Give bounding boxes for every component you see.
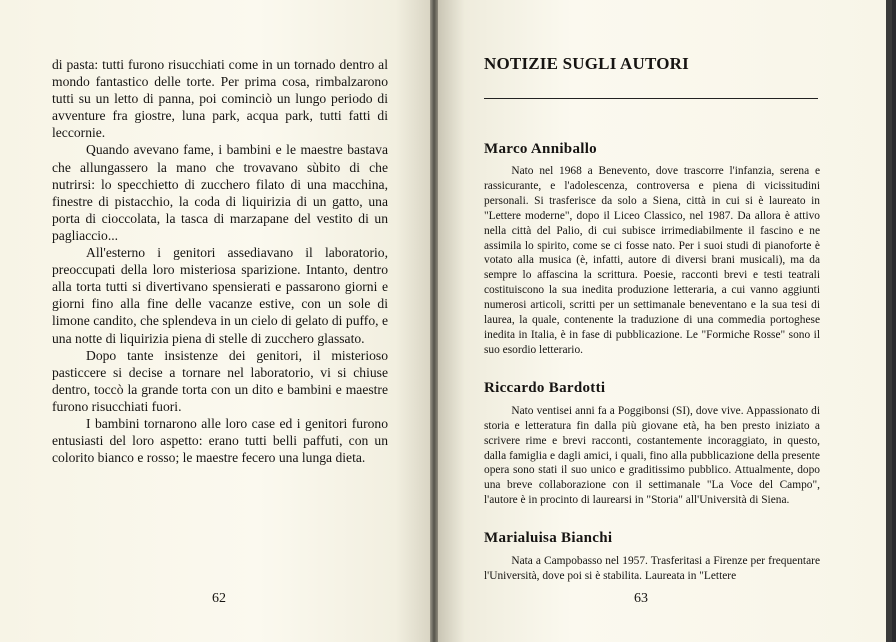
author-bio: Nato nel 1968 a Benevento, dove trascorre l'infanzia, serena e rassicurante, e l'adolescenza, controversa e piena di vicissitudini personali. Si trasferisce da solo a Siena, città in cui si è laureato in "Lettere moderne", dopo il Liceo Classico, nel 1987. Da allora è attivo nella città del Palio, di cui subisce irrimediabilmente il fascino e ne assimila lo spirito, come se ci fosse nato. Per i suoi studi di pianoforte è votato alla musica (è, infatti, autore di diversi brani musicali), ma da sempre lo affascina la scrittura. Poesie, racconti brevi e testi teatrali costituiscono la sua inedita produzione letteraria, a cui vanno aggiunti numerosi articoli, scritti per un settimanale beneventano e la sua tesi di laurea, la quale, contenente la traduzione di una commedia portoghese inedita in Italia, è in fase di pubblicazione. Le "Formiche Rosse" sono il suo esordio letterario. [484, 165, 820, 356]
book-gutter [430, 0, 438, 642]
right-page [438, 0, 892, 642]
author-name: Marialuisa Bianchi [484, 530, 613, 547]
story-paragraph-2: Quando avevano fame, i bambini e le maestre bastava che allungassero la mano che trovavano sùbito di che nutrirsi: lo specchietto di zucchero filato di una macchina, finestre di pistacchio, la coda di liquirizia di un gatto, una porta di cioccolata, la tasca di marzapane del vestito di un pagliaccio... [52, 142, 388, 243]
story-paragraph-5: I bambini tornarono alle loro case ed i genitori furono entusiasti del loro aspetto: erano tutti belli paffuti, con un colorito bianco e rosso; le maestre fecero una lunga dieta. [52, 415, 388, 466]
author-entry [484, 380, 820, 508]
title-divider [484, 98, 818, 99]
author-name: Riccardo Bardotti [484, 379, 606, 396]
author-entry [484, 141, 820, 358]
section-title: NOTIZIE SUGLI AUTORI [484, 54, 689, 73]
page-number-left: 62 [212, 591, 226, 606]
author-bio: Nata a Campobasso nel 1957. Trasferitasi a Firenze per frequentare l'Università, dove poi si è stabilita. Laureata in "Lettere [484, 555, 820, 583]
author-bio: Nato ventisei anni fa a Poggibonsi (SI), dove vive. Appassionato di storia e letteratura fin dalla più giovane età, ha ben presto iniziato a scrivere rime e brevi racconti, costantemente incoraggiato, in questo, dalla famiglia e dagli amici, i quali, fino alla pubblicazione della presente opera sono stati il suo unico e graditissimo pubblico. Attualmente, dopo una breve collaborazione con il settimanale "La Voce del Campo", l'autore è in procinto di laurearsi in "Storia" all'Università di Siena. [484, 404, 820, 507]
left-page [0, 0, 430, 642]
story-paragraph-3: All'esterno i genitori assediavano il laboratorio, preoccupati della loro misteriosa sparizione. Intanto, dentro alla torta tutti si divertivano spensierati e passarono giorni e giorni fino alla fine delle vacanze estive, con un sole di limone candito, che splendeva in un cielo di gelato di puffo, e una notte di liquirizia piena di stelle di zucchero glassato. [52, 245, 388, 346]
story-paragraph-4: Dopo tante insistenze dei genitori, il misterioso pasticcere si decise a tornare nel laboratorio, vi si chiuse dentro, toccò la grande torta con un dito e bambini e maestre furono risucchiati fuori. [52, 347, 388, 414]
author-name: Marco Anniballo [484, 141, 597, 157]
story-text [52, 56, 388, 466]
page-number-right: 63 [634, 591, 648, 606]
authors-section [484, 54, 820, 584]
story-paragraph-1: di pasta: tutti furono risucchiati come in un tornado dentro al mondo fantastico delle torte. Per prima cosa, rimbalzarono tutti su un letto di panna, poi cominciò un lungo periodo di avventure fra giostre, luna park, acqua park, tutti fatti di leccornie. [52, 57, 388, 141]
author-entry [484, 530, 820, 584]
